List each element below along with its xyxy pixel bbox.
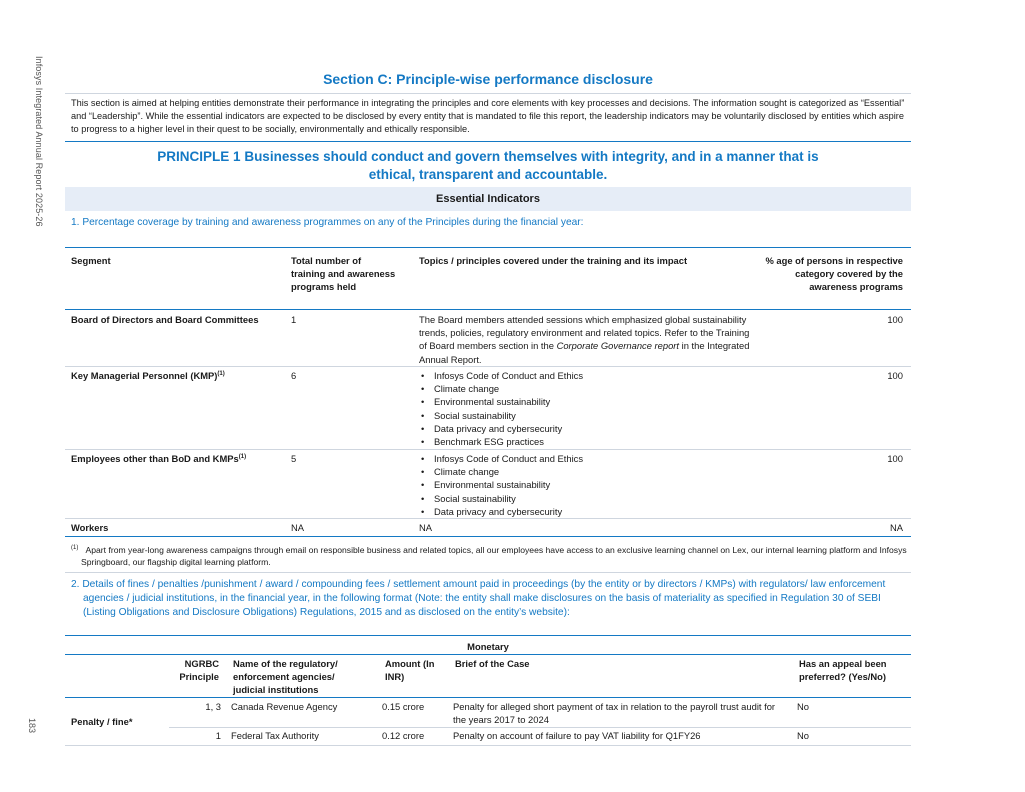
table2-row2-agency: Federal Tax Authority xyxy=(231,730,319,741)
divider xyxy=(65,572,911,573)
table1-row4-total: NA xyxy=(291,522,305,533)
footnote-ref: (1) xyxy=(217,370,225,377)
list-item: • Social sustainability xyxy=(419,409,755,422)
footnote-ref: (1) xyxy=(238,453,247,460)
table2-header-appeal: Has an appeal been preferred? (Yes/No) xyxy=(799,658,887,683)
table1-header-rule xyxy=(65,309,911,310)
table1-row4-topics: NA xyxy=(419,522,433,533)
footnote xyxy=(71,544,907,568)
corporate-governance-report-ref: Corporate Governance report xyxy=(556,340,680,352)
table2-header-principle: NGRBC Principle xyxy=(179,658,219,683)
table1-row1-topics-text: The Board members attended sessions which emphasized global sustainability trends, policies, regulatory environment and related topics. Refer to the Training of Board members section in the xyxy=(419,314,750,352)
table1-row4-percent: NA xyxy=(889,522,903,533)
list-item: • Data privacy and cybersecurity xyxy=(419,422,755,435)
list-item: • Infosys Code of Conduct and Ethics xyxy=(419,369,755,382)
table2-row2-amount: 0.12 crore xyxy=(382,730,425,741)
table1-row4-segment: Workers xyxy=(71,522,109,533)
table1-row3-segment-label: Employees other than BoD and KMPs xyxy=(71,453,239,464)
table1-row3-topics-list xyxy=(419,452,755,518)
principle-title-line1: PRINCIPLE 1 Businesses should conduct and govern themselves with integrity, and in a manner that is xyxy=(157,149,819,164)
essential-indicators-band: Essential Indicators xyxy=(65,187,911,211)
table2-top-rule xyxy=(65,635,911,636)
table1-row3-total: 5 xyxy=(291,453,297,464)
list-item: • Climate change xyxy=(419,382,755,395)
question-2: 2. Details of fines / penalties /punishment / award / compounding fees / settlement amount paid in proceedings (by the entity or by directors / KMPs) with regulators/ law enforcement agencies / judicial institutions, in the financial year, in the following format (Note: the entity shall make disclosures on the basis of materiality as specified in Regulation 30 of SEBI (Listing Obligations and Disclosure Obligations) Regulations, 2015 and as disclosed on the entity’s website): xyxy=(71,579,886,618)
table1-header-percent: % age of persons in respective category covered by the awareness programs xyxy=(765,255,903,293)
table1-header-topics: Topics / principles covered under the training and its impact xyxy=(419,255,688,266)
table1-row3-segment xyxy=(71,452,281,465)
footnote-text: Apart from year-long awareness campaigns through email on responsible business and related topics, all our employees have access to an exclusive learning channel on Lex, our internal learning platform and Infosys Springboard, our flagship digital learning platform. xyxy=(81,545,907,567)
page-number: 183 xyxy=(27,718,37,734)
table1-row1-topics-text-end: in the Integrated Annual Report. xyxy=(419,340,750,365)
principle-title-line2: ethical, transparent and accountable. xyxy=(368,167,608,182)
table1-row1-total: 1 xyxy=(291,314,297,325)
table1-top-rule xyxy=(65,247,911,248)
table1-row-divider xyxy=(65,449,911,450)
table1-header-total: Total number of training and awareness programs held xyxy=(291,255,396,293)
list-item: • Data privacy and cybersecurity xyxy=(419,505,755,518)
list-item: • Environmental sustainability xyxy=(419,478,755,491)
table2-row-label: Penalty / fine* xyxy=(71,716,133,727)
table1-row-divider xyxy=(65,518,911,519)
table1-row-divider xyxy=(65,366,911,367)
table2-row-divider xyxy=(169,727,911,728)
table2-group-header: Monetary xyxy=(467,641,509,652)
list-item: • Environmental sustainability xyxy=(419,395,755,408)
table2-header-agency: Name of the regulatory/ enforcement agencies/ judicial institutions xyxy=(233,658,338,696)
table2-row1-appeal: No xyxy=(797,701,809,712)
list-item: • Benchmark ESG practices xyxy=(419,435,755,448)
list-item: • Climate change xyxy=(419,465,755,478)
list-item: • Infosys Code of Conduct and Ethics xyxy=(419,452,755,465)
section-title: Section C: Principle-wise performance disclosure xyxy=(323,71,653,87)
table2-row2-brief: Penalty on account of failure to pay VAT liability for Q1FY26 xyxy=(453,730,701,741)
divider xyxy=(65,141,911,142)
table1-row1-percent: 100 xyxy=(887,314,903,325)
footnote-marker: (1) xyxy=(71,545,79,552)
table2-row2-principle: 1 xyxy=(215,730,221,741)
table2-header-rule xyxy=(65,697,911,698)
table1-row2-topics-list xyxy=(419,369,755,448)
list-item: • Social sustainability xyxy=(419,492,755,505)
intro-paragraph: This section is aimed at helping entities demonstrate their performance in integrating the principles and core elements with key processes and decisions. The information sought is categorized as “Essential” and “Leadership”. While the essential indicators are expected to be disclosed by every entity that is mandated to file this report, the leadership indicators may be voluntarily disclosed by entities which aspire to progress to a higher level in their quest to be socially, environmentally and ethically responsible. xyxy=(71,98,905,134)
table1-row2-percent: 100 xyxy=(887,370,903,381)
divider xyxy=(65,93,911,94)
table1-row2-segment-label: Key Managerial Personnel (KMP) xyxy=(71,370,218,381)
table1-row1-segment: Board of Directors and Board Committees xyxy=(71,314,259,325)
table2-row1-principle: 1, 3 xyxy=(205,701,221,712)
table2-row1-brief: Penalty for alleged short payment of tax in relation to the payroll trust audit for the years 2017 to 2024 xyxy=(453,701,776,726)
table2-header-amount: Amount (In INR) xyxy=(385,658,435,683)
table1-row2-total: 6 xyxy=(291,370,297,381)
principle-title xyxy=(65,148,911,184)
table1-row3-percent: 100 xyxy=(887,453,903,464)
table1-row2-segment xyxy=(71,369,281,382)
table2-row1-amount: 0.15 crore xyxy=(382,701,425,712)
table1-row1-topics xyxy=(419,313,755,366)
table1-header-segment: Segment xyxy=(71,255,111,266)
table1-bottom-rule xyxy=(65,536,911,537)
report-side-label: Infosys Integrated Annual Report 2025-26 xyxy=(34,56,44,227)
question-1: 1. Percentage coverage by training and awareness programmes on any of the Principles during the financial year: xyxy=(71,217,584,228)
table2-row1-agency: Canada Revenue Agency xyxy=(231,701,338,712)
table2-row2-appeal: No xyxy=(797,730,809,741)
table2-bottom-rule xyxy=(65,745,911,746)
table2-header-brief: Brief of the Case xyxy=(455,658,530,669)
table2-group-rule xyxy=(65,654,911,655)
